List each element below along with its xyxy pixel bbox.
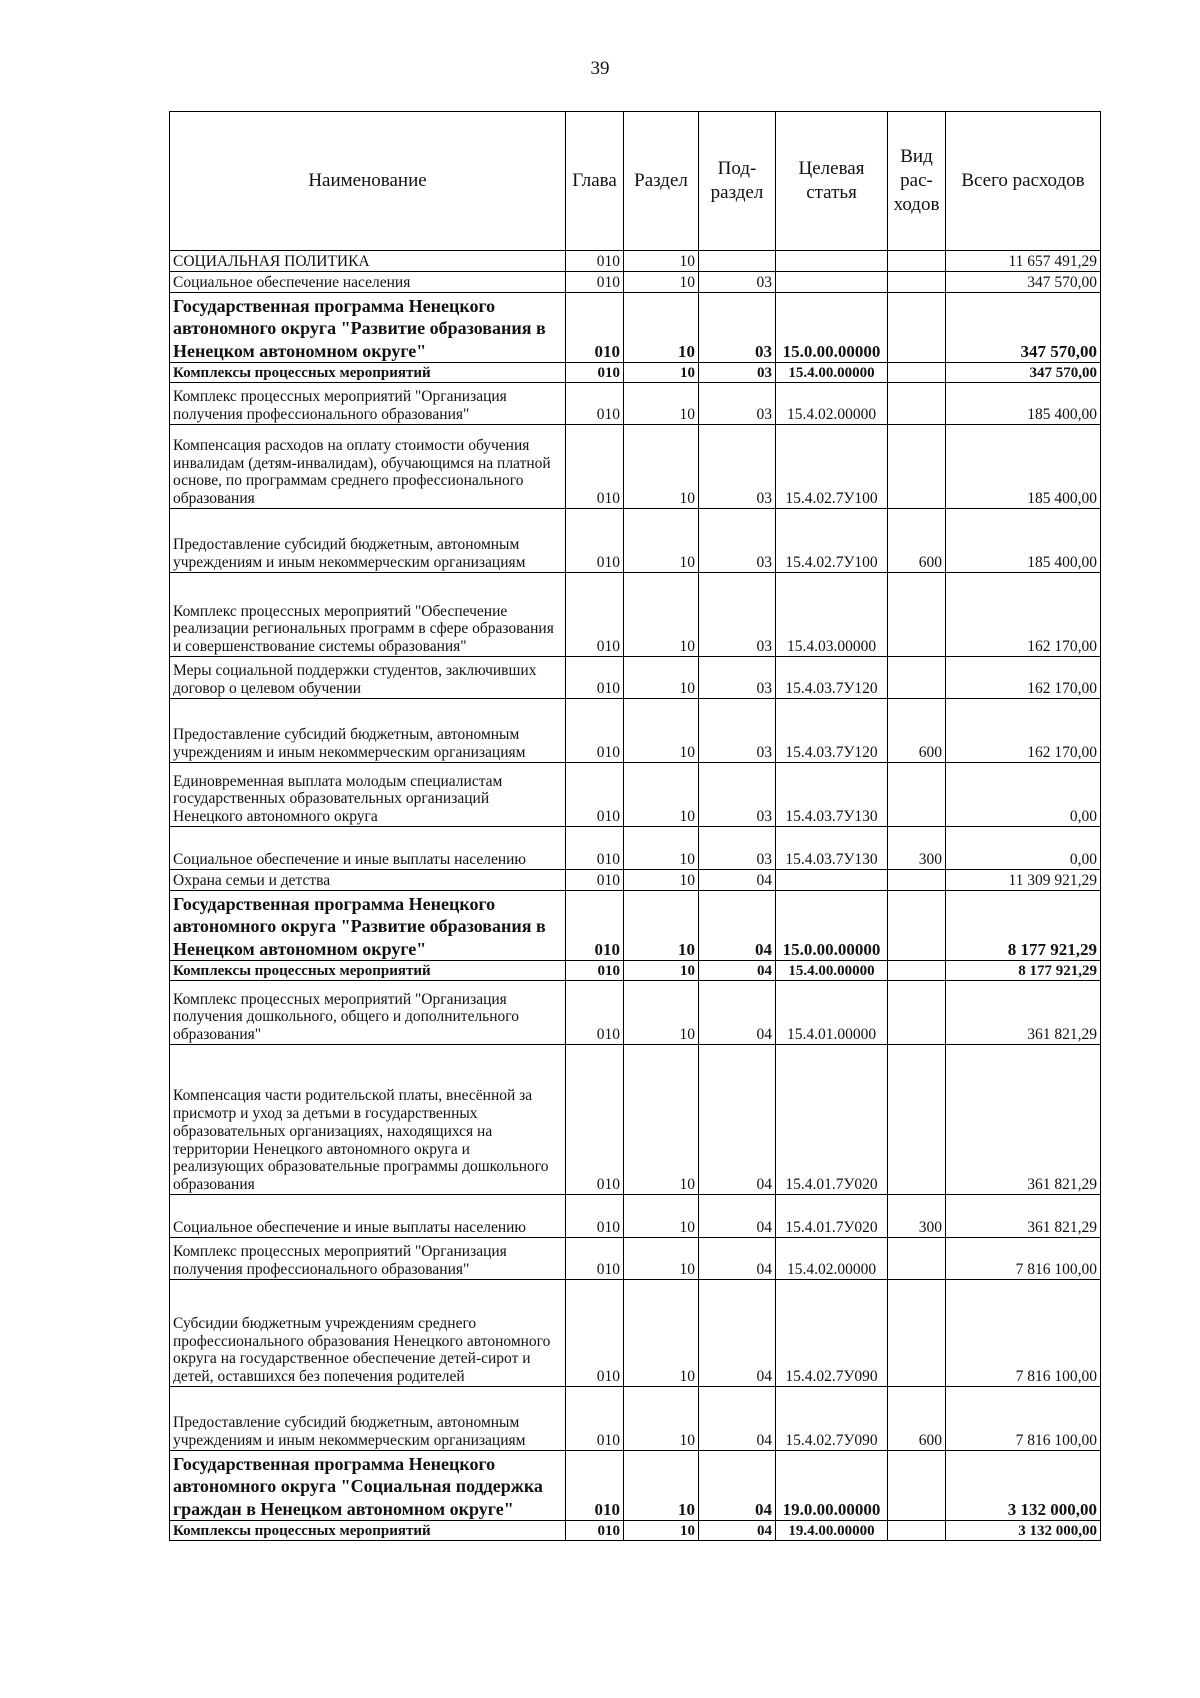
row-name: Предоставление субсидий бюджетным, автономным учреждениям и иным некоммерческим организациям: [170, 509, 566, 573]
row-name: Государственная программа Ненецкого автономного округа "Развитие образования в Ненецком автономном округе": [170, 293, 566, 363]
row-glava: 010: [566, 981, 624, 1045]
row-glava: 010: [566, 1451, 624, 1521]
row-total: 347 570,00: [946, 363, 1101, 383]
page-number: 39: [590, 58, 610, 79]
row-razdel: 10: [624, 363, 699, 383]
row-razdel: 10: [624, 293, 699, 363]
row-glava: 010: [566, 272, 624, 293]
row-glava: 010: [566, 293, 624, 363]
row-vid: [888, 363, 946, 383]
row-vid: 600: [888, 509, 946, 573]
row-podrazdel: 03: [699, 272, 776, 293]
row-glava: 010: [566, 251, 624, 272]
row-name: Субсидии бюджетным учреждениям среднего профессионального образования Ненецкого автономного округа на государственное обеспечение детей-сирот и детей, оставшихся без попечения родителей: [170, 1280, 566, 1387]
row-celevaya: 19.4.00.00000: [776, 1521, 888, 1541]
table-row: [170, 657, 1101, 699]
row-vid: [888, 1238, 946, 1280]
row-celevaya: 15.4.02.00000: [776, 383, 888, 425]
row-total: 0,00: [946, 763, 1101, 827]
row-razdel: 10: [624, 827, 699, 870]
table-row: [170, 1521, 1101, 1541]
row-celevaya: 15.0.00.00000: [776, 293, 888, 363]
row-glava: 010: [566, 1387, 624, 1451]
row-total: 162 170,00: [946, 573, 1101, 657]
table-row: [170, 981, 1101, 1045]
row-razdel: 10: [624, 870, 699, 891]
row-glava: 010: [566, 699, 624, 763]
row-glava: 010: [566, 383, 624, 425]
row-podrazdel: 04: [699, 1195, 776, 1238]
header-celevaya: Целевая статья: [776, 112, 888, 251]
row-razdel: 10: [624, 1387, 699, 1451]
table-row: [170, 425, 1101, 509]
row-razdel: 10: [624, 1451, 699, 1521]
row-vid: [888, 1451, 946, 1521]
row-total: 7 816 100,00: [946, 1387, 1101, 1451]
table-row: [170, 509, 1101, 573]
row-podrazdel: 03: [699, 657, 776, 699]
row-celevaya: 15.4.03.7У130: [776, 763, 888, 827]
row-name: Компенсация части родительской платы, внесённой за присмотр и уход за детьми в государственных образовательных организациях, находящихся на территории Ненецкого автономного округа и реализующих образовательные программы дошкольного образования: [170, 1045, 566, 1195]
row-podrazdel: 03: [699, 509, 776, 573]
table-row: [170, 573, 1101, 657]
row-celevaya: 15.4.00.00000: [776, 363, 888, 383]
row-razdel: 10: [624, 1045, 699, 1195]
row-razdel: 10: [624, 699, 699, 763]
row-vid: 300: [888, 827, 946, 870]
row-glava: 010: [566, 573, 624, 657]
row-podrazdel: 03: [699, 763, 776, 827]
row-podrazdel: 03: [699, 425, 776, 509]
row-razdel: 10: [624, 1238, 699, 1280]
row-vid: [888, 573, 946, 657]
row-name: Единовременная выплата молодым специалистам государственных образовательных организаций Ненецкого автономного округа: [170, 763, 566, 827]
header-glava: Глава: [566, 112, 624, 251]
row-podrazdel: 03: [699, 363, 776, 383]
row-glava: 010: [566, 1045, 624, 1195]
row-name: Государственная программа Ненецкого автономного округа "Развитие образования в Ненецком автономном округе": [170, 891, 566, 961]
row-glava: 010: [566, 363, 624, 383]
row-glava: 010: [566, 1280, 624, 1387]
header-razdel: Раздел: [624, 112, 699, 251]
table-row: [170, 1195, 1101, 1238]
row-name: Предоставление субсидий бюджетным, автономным учреждениям и иным некоммерческим организациям: [170, 1387, 566, 1451]
row-celevaya: 15.4.01.7У020: [776, 1195, 888, 1238]
row-vid: [888, 1280, 946, 1387]
row-celevaya: 15.4.03.7У120: [776, 657, 888, 699]
table-row: [170, 763, 1101, 827]
row-podrazdel: 04: [699, 1521, 776, 1541]
row-name: Социальное обеспечение и иные выплаты населению: [170, 1195, 566, 1238]
row-glava: 010: [566, 425, 624, 509]
row-glava: 010: [566, 827, 624, 870]
table-row: [170, 1451, 1101, 1521]
table-row: [170, 961, 1101, 981]
row-celevaya: [776, 272, 888, 293]
row-razdel: 10: [624, 961, 699, 981]
row-vid: 300: [888, 1195, 946, 1238]
row-podrazdel: 04: [699, 1045, 776, 1195]
table-row: [170, 1387, 1101, 1451]
row-vid: 600: [888, 699, 946, 763]
row-podrazdel: 04: [699, 891, 776, 961]
row-celevaya: 15.4.01.7У020: [776, 1045, 888, 1195]
row-total: 3 132 000,00: [946, 1451, 1101, 1521]
row-razdel: 10: [624, 1280, 699, 1387]
header-total: Всего расходов: [946, 112, 1101, 251]
row-total: 185 400,00: [946, 383, 1101, 425]
row-razdel: 10: [624, 1521, 699, 1541]
row-total: 11 309 921,29: [946, 870, 1101, 891]
row-name: Государственная программа Ненецкого автономного округа "Социальная поддержка граждан в Ненецком автономном округе": [170, 1451, 566, 1521]
row-celevaya: 19.0.00.00000: [776, 1451, 888, 1521]
row-podrazdel: 04: [699, 1387, 776, 1451]
row-total: 361 821,29: [946, 1045, 1101, 1195]
row-vid: [888, 383, 946, 425]
row-vid: [888, 891, 946, 961]
row-razdel: 10: [624, 251, 699, 272]
row-vid: [888, 1521, 946, 1541]
row-name: Комплексы процессных мероприятий: [170, 1521, 566, 1541]
row-name: Социальное обеспечение и иные выплаты населению: [170, 827, 566, 870]
row-podrazdel: 03: [699, 573, 776, 657]
row-total: 8 177 921,29: [946, 891, 1101, 961]
table-row: [170, 891, 1101, 961]
row-name: Комплекс процессных мероприятий "Организация получения профессионального образования": [170, 383, 566, 425]
row-glava: 010: [566, 870, 624, 891]
row-glava: 010: [566, 961, 624, 981]
table-row: [170, 827, 1101, 870]
row-total: 162 170,00: [946, 657, 1101, 699]
row-celevaya: 15.4.02.7У100: [776, 509, 888, 573]
row-razdel: 10: [624, 981, 699, 1045]
row-name: Предоставление субсидий бюджетным, автономным учреждениям и иным некоммерческим организациям: [170, 699, 566, 763]
row-vid: [888, 293, 946, 363]
row-total: 185 400,00: [946, 425, 1101, 509]
row-celevaya: 15.4.03.00000: [776, 573, 888, 657]
row-razdel: 10: [624, 657, 699, 699]
row-vid: 600: [888, 1387, 946, 1451]
row-name: Меры социальной поддержки студентов, заключивших договор о целевом обучении: [170, 657, 566, 699]
row-razdel: 10: [624, 1195, 699, 1238]
table-row: [170, 870, 1101, 891]
row-razdel: 10: [624, 272, 699, 293]
row-name: Охрана семьи и детства: [170, 870, 566, 891]
row-total: 162 170,00: [946, 699, 1101, 763]
row-total: 7 816 100,00: [946, 1238, 1101, 1280]
row-glava: 010: [566, 891, 624, 961]
row-vid: [888, 870, 946, 891]
row-name: Комплекс процессных мероприятий "Организация получения профессионального образования": [170, 1238, 566, 1280]
row-total: 7 816 100,00: [946, 1280, 1101, 1387]
row-glava: 010: [566, 1521, 624, 1541]
row-celevaya: 15.4.02.00000: [776, 1238, 888, 1280]
row-name: Социальное обеспечение населения: [170, 272, 566, 293]
table-row: [170, 699, 1101, 763]
table-row: [170, 383, 1101, 425]
row-name: Компенсация расходов на оплату стоимости обучения инвалидам (детям-инвалидам), обучающимся на платной основе, по программам среднего профессионального образования: [170, 425, 566, 509]
row-celevaya: [776, 870, 888, 891]
row-name: Комплексы процессных мероприятий: [170, 363, 566, 383]
row-name: Комплекс процессных мероприятий "Организация получения дошкольного, общего и дополнительного образования": [170, 981, 566, 1045]
row-podrazdel: 04: [699, 981, 776, 1045]
row-celevaya: [776, 251, 888, 272]
row-total: 185 400,00: [946, 509, 1101, 573]
row-podrazdel: [699, 251, 776, 272]
row-vid: [888, 981, 946, 1045]
row-vid: [888, 763, 946, 827]
row-podrazdel: 03: [699, 383, 776, 425]
expenditure-table: [169, 111, 1101, 1541]
row-razdel: 10: [624, 891, 699, 961]
row-total: 347 570,00: [946, 272, 1101, 293]
row-total: 0,00: [946, 827, 1101, 870]
row-total: 11 657 491,29: [946, 251, 1101, 272]
row-total: 347 570,00: [946, 293, 1101, 363]
table-row: [170, 1238, 1101, 1280]
row-podrazdel: 03: [699, 827, 776, 870]
row-name: Комплекс процессных мероприятий "Обеспечение реализации региональных программ в сфере образования и совершенствование системы образования": [170, 573, 566, 657]
row-glava: 010: [566, 1238, 624, 1280]
row-razdel: 10: [624, 425, 699, 509]
row-glava: 010: [566, 657, 624, 699]
row-podrazdel: 03: [699, 699, 776, 763]
table-row: [170, 272, 1101, 293]
row-razdel: 10: [624, 763, 699, 827]
row-podrazdel: 04: [699, 1238, 776, 1280]
row-total: 3 132 000,00: [946, 1521, 1101, 1541]
row-celevaya: 15.4.00.00000: [776, 961, 888, 981]
row-glava: 010: [566, 763, 624, 827]
row-celevaya: 15.4.03.7У120: [776, 699, 888, 763]
row-glava: 010: [566, 1195, 624, 1238]
row-vid: [888, 251, 946, 272]
row-vid: [888, 961, 946, 981]
table-row: [170, 1280, 1101, 1387]
row-podrazdel: 03: [699, 293, 776, 363]
row-celevaya: 15.4.02.7У090: [776, 1387, 888, 1451]
header-vid: Вид рас-ходов: [888, 112, 946, 251]
row-glava: 010: [566, 509, 624, 573]
row-razdel: 10: [624, 509, 699, 573]
row-celevaya: 15.0.00.00000: [776, 891, 888, 961]
row-total: 8 177 921,29: [946, 961, 1101, 981]
row-name: Комплексы процессных мероприятий: [170, 961, 566, 981]
row-razdel: 10: [624, 573, 699, 657]
row-podrazdel: 04: [699, 1280, 776, 1387]
row-celevaya: 15.4.01.00000: [776, 981, 888, 1045]
row-celevaya: 15.4.02.7У100: [776, 425, 888, 509]
row-celevaya: 15.4.02.7У090: [776, 1280, 888, 1387]
header-name: Наименование: [170, 112, 566, 251]
header-row: [170, 112, 1101, 251]
row-podrazdel: 04: [699, 961, 776, 981]
row-celevaya: 15.4.03.7У130: [776, 827, 888, 870]
table-row: [170, 293, 1101, 363]
row-total: 361 821,29: [946, 1195, 1101, 1238]
row-name: СОЦИАЛЬНАЯ ПОЛИТИКА: [170, 251, 566, 272]
row-podrazdel: 04: [699, 870, 776, 891]
row-podrazdel: 04: [699, 1451, 776, 1521]
row-total: 361 821,29: [946, 981, 1101, 1045]
row-razdel: 10: [624, 383, 699, 425]
row-vid: [888, 1045, 946, 1195]
row-vid: [888, 657, 946, 699]
table-row: [170, 1045, 1101, 1195]
row-vid: [888, 272, 946, 293]
table-row: [170, 363, 1101, 383]
table-row: [170, 251, 1101, 272]
header-podrazdel: Под-раздел: [699, 112, 776, 251]
row-vid: [888, 425, 946, 509]
